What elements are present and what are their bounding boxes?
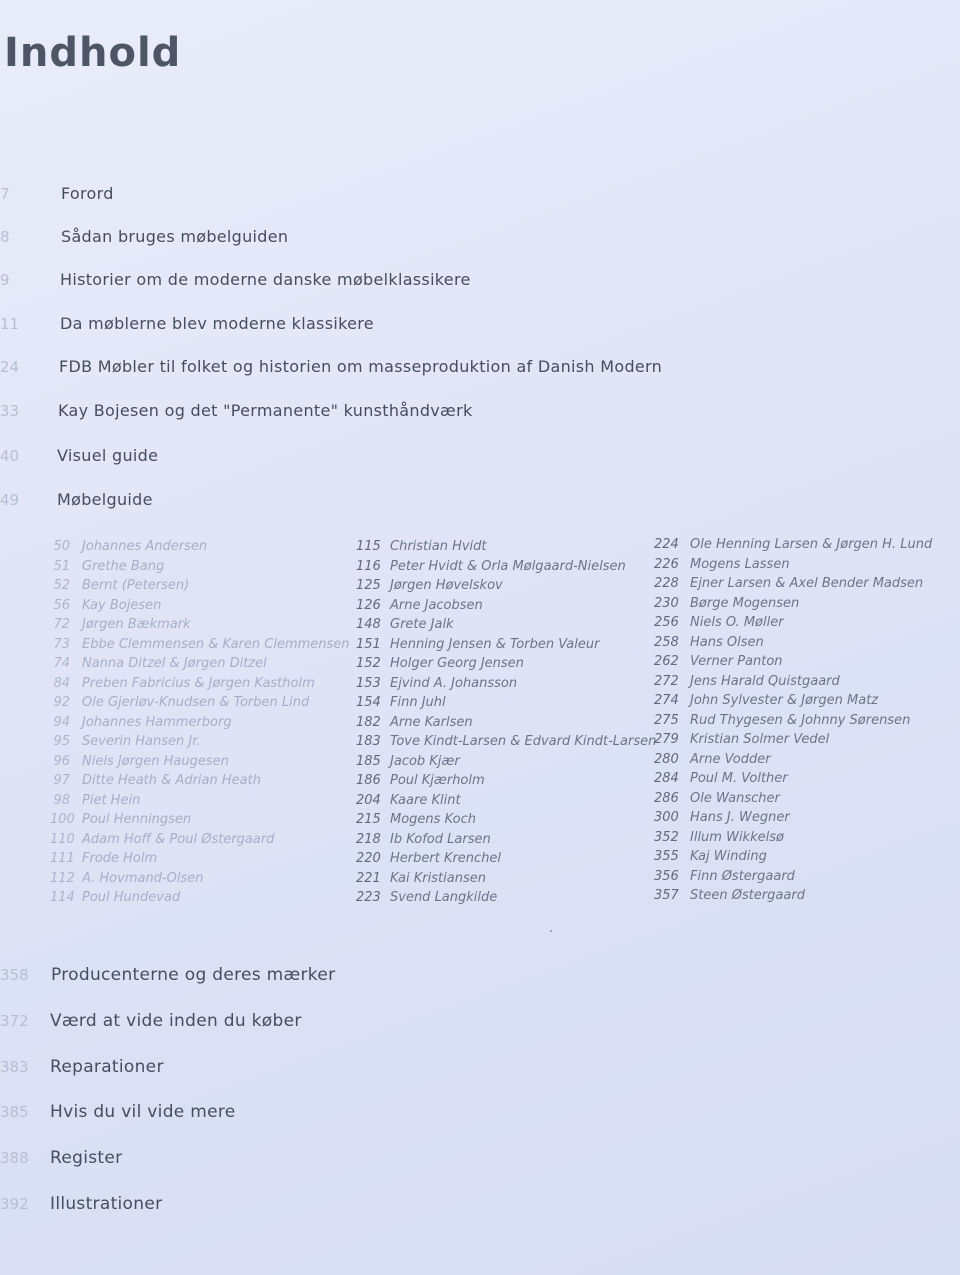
guide-name: Mogens Lassen: [690, 556, 790, 572]
toc-label: Reparationer: [50, 1057, 164, 1077]
guide-entry[interactable]: [356, 615, 656, 635]
guide-page-number: 262: [654, 654, 679, 669]
guide-name: Poul Henningsen: [82, 812, 192, 827]
guide-entry[interactable]: [50, 869, 350, 889]
guide-page-number: 74: [53, 656, 70, 671]
guide-entry[interactable]: [356, 576, 656, 596]
guide-name: Ole Gjerløv-Knudsen & Torben Lind: [82, 695, 310, 710]
toc-label: Møbelguide: [57, 490, 153, 509]
guide-entry[interactable]: [654, 613, 932, 633]
guide-entry[interactable]: [356, 557, 656, 577]
guide-page-number: 226: [654, 556, 679, 572]
toc-label: Kay Bojesen og det "Permanente" kunsthåndværk: [58, 401, 473, 420]
toc-entry[interactable]: [0, 1191, 900, 1217]
toc-entry[interactable]: [0, 1099, 900, 1125]
toc-page-number: 49: [0, 491, 20, 509]
guide-page-number: 284: [654, 771, 679, 786]
guide-entry[interactable]: [654, 789, 932, 809]
guide-name: Tove Kindt-Larsen & Edvard Kindt-Larsen: [390, 734, 657, 749]
guide-page-number: 110: [50, 831, 75, 847]
guide-page-number: 97: [53, 773, 70, 788]
guide-entry[interactable]: [50, 713, 350, 733]
guide-entry[interactable]: [356, 693, 656, 713]
guide-entry[interactable]: [356, 810, 656, 830]
toc-page-number: 7: [0, 185, 10, 203]
guide-name: Johannes Hammerborg: [82, 714, 232, 730]
guide-page-number: 112: [50, 870, 75, 886]
guide-name: Kaare Klint: [390, 792, 461, 808]
guide-entry[interactable]: [356, 596, 656, 616]
guide-entry[interactable]: [50, 674, 350, 694]
toc-label: Hvis du vil vide mere: [50, 1102, 236, 1122]
toc-entry[interactable]: [0, 224, 900, 250]
guide-page-number: 279: [654, 732, 679, 747]
guide-page-number: 275: [654, 712, 679, 728]
guide-page-number: 186: [356, 773, 381, 788]
toc-label: Forord: [61, 184, 114, 203]
guide-page-number: 221: [356, 870, 381, 886]
guide-page-number: 272: [654, 673, 679, 689]
guide-page-number: 153: [356, 675, 381, 691]
guide-name: Niels O. Møller: [690, 615, 784, 630]
guide-page-number: 73: [53, 636, 70, 652]
guide-name: Kai Kristiansen: [390, 870, 486, 886]
guide-entry[interactable]: [654, 594, 932, 614]
guide-entry[interactable]: [356, 869, 656, 889]
guide-name: Adam Hoff & Poul Østergaard: [82, 831, 275, 847]
guide-entry[interactable]: [50, 635, 350, 655]
guide-name: Jens Harald Quistgaard: [690, 673, 840, 689]
guide-page-number: 280: [654, 751, 679, 767]
guide-entry[interactable]: [654, 847, 932, 867]
guide-entry[interactable]: [356, 888, 656, 908]
guide-entry[interactable]: [356, 771, 656, 791]
guide-page-number: 183: [356, 734, 381, 749]
guide-name: Hans Olsen: [690, 634, 764, 650]
guide-page-number: 152: [356, 656, 381, 671]
guide-entry[interactable]: [654, 769, 932, 789]
guide-page-number: 215: [356, 812, 381, 827]
guide-page-number: 92: [53, 695, 70, 710]
guide-name: A. Hovmand-Olsen: [82, 870, 204, 886]
guide-name: Frode Holm: [82, 851, 158, 866]
guide-name: Henning Jensen & Torben Valeur: [390, 636, 600, 652]
guide-name: Arne Vodder: [690, 751, 771, 767]
guide-name: Bernt (Petersen): [82, 578, 190, 593]
guide-entry[interactable]: [356, 849, 656, 869]
guide-entry[interactable]: [356, 732, 656, 752]
divider-dot: [550, 930, 552, 932]
guide-entry[interactable]: [654, 574, 932, 594]
guide-name: Ole Wanscher: [690, 790, 780, 806]
guide-page-number: 204: [356, 792, 381, 808]
guide-name: Grethe Bang: [82, 558, 165, 574]
toc-page-number: 11: [0, 315, 20, 333]
toc-label: Værd at vide inden du køber: [50, 1011, 302, 1031]
guide-name: Steen Østergaard: [690, 888, 805, 903]
guide-entry[interactable]: [654, 691, 932, 711]
guide-entry[interactable]: [50, 810, 350, 830]
toc-entry[interactable]: [0, 1145, 900, 1171]
toc-page-number: 392: [0, 1195, 29, 1213]
guide-name: Kristian Solmer Vedel: [690, 732, 830, 747]
guide-name: Christian Hvidt: [390, 539, 487, 554]
guide-name: Niels Jørgen Haugesen: [82, 753, 229, 769]
toc-page-number: 385: [0, 1103, 29, 1121]
toc-page-number: 372: [0, 1012, 29, 1030]
guide-name: Jacob Kjær: [390, 753, 460, 769]
toc-label: Historier om de moderne danske møbelklassikere: [60, 270, 471, 289]
guide-entry[interactable]: [50, 752, 350, 772]
guide-name: Svend Langkilde: [390, 890, 498, 905]
guide-page-number: 185: [356, 753, 381, 769]
guide-name: Mogens Koch: [390, 812, 476, 827]
page-title: Indhold: [4, 30, 182, 76]
guide-page-number: 154: [356, 695, 381, 710]
guide-name: Ib Kofod Larsen: [390, 831, 491, 847]
guide-entry[interactable]: [50, 537, 350, 557]
guide-entry[interactable]: [654, 555, 932, 575]
guide-entry[interactable]: [654, 828, 932, 848]
guide-name: Piet Hein: [82, 792, 141, 808]
toc-page-number: 24: [0, 358, 20, 376]
guide-entry[interactable]: [356, 635, 656, 655]
guide-name: Arne Karlsen: [390, 714, 473, 730]
toc-page-number: 383: [0, 1058, 29, 1076]
guide-entry[interactable]: [356, 674, 656, 694]
toc-entry[interactable]: [0, 267, 900, 293]
guide-name: Nanna Ditzel & Jørgen Ditzel: [82, 656, 267, 671]
guide-name: Ole Henning Larsen & Jørgen H. Lund: [690, 537, 933, 552]
toc-entry[interactable]: [0, 1054, 900, 1080]
guide-name: Illum Wikkelsø: [690, 829, 784, 845]
guide-name: Holger Georg Jensen: [390, 656, 524, 671]
guide-page-number: 357: [654, 888, 679, 903]
guide-entry[interactable]: [356, 654, 656, 674]
guide-entry[interactable]: [50, 557, 350, 577]
guide-name: Severin Hansen Jr.: [82, 734, 201, 749]
guide-entry[interactable]: [654, 730, 932, 750]
guide-name: Preben Fabricius & Jørgen Kastholm: [82, 675, 315, 691]
guide-entry[interactable]: [654, 867, 932, 887]
toc-entry[interactable]: [0, 1008, 900, 1034]
guide-entry[interactable]: [654, 886, 932, 906]
toc-page-number: 9: [0, 271, 10, 289]
guide-page-number: 356: [654, 868, 679, 884]
guide-entry[interactable]: [50, 771, 350, 791]
guide-page-number: 51: [53, 558, 70, 574]
guide-name: Peter Hvidt & Orla Mølgaard-Nielsen: [390, 558, 626, 574]
toc-page-number: 388: [0, 1149, 29, 1167]
guide-column-1: [50, 537, 350, 908]
guide-name: Hans J. Wegner: [690, 810, 790, 825]
guide-page-number: 182: [356, 714, 381, 730]
guide-name: Poul Kjærholm: [390, 773, 485, 788]
toc-entry[interactable]: [0, 181, 900, 207]
guide-name: Grete Jalk: [390, 617, 454, 632]
guide-page-number: 274: [654, 693, 679, 708]
toc-page-number: 40: [0, 447, 20, 465]
guide-page-number: 224: [654, 537, 679, 552]
guide-column-3: [654, 535, 932, 906]
guide-entry[interactable]: [50, 596, 350, 616]
guide-page-number: 126: [356, 597, 381, 613]
toc-label: FDB Møbler til folket og historien om masseproduktion af Danish Modern: [59, 357, 663, 376]
guide-name: Kay Bojesen: [82, 597, 162, 613]
guide-page-number: 220: [356, 851, 381, 866]
toc-entry[interactable]: [0, 311, 900, 337]
toc-label: Da møblerne blev moderne klassikere: [60, 314, 374, 333]
guide-page-number: 98: [53, 792, 70, 808]
guide-page-number: 111: [50, 851, 75, 866]
guide-page-number: 148: [356, 617, 381, 632]
guide-page-number: 50: [53, 539, 70, 554]
guide-entry[interactable]: [654, 808, 932, 828]
toc-entry[interactable]: [0, 443, 900, 469]
toc-label: Register: [50, 1148, 123, 1168]
guide-entry[interactable]: [654, 535, 932, 555]
guide-entry[interactable]: [654, 711, 932, 731]
guide-page-number: 286: [654, 790, 679, 806]
guide-name: Børge Mogensen: [690, 595, 800, 611]
guide-page-number: 151: [356, 636, 381, 652]
guide-entry[interactable]: [50, 693, 350, 713]
toc-page-number: 33: [0, 402, 20, 420]
toc-label: Producenterne og deres mærker: [51, 965, 336, 985]
guide-entry[interactable]: [356, 830, 656, 850]
guide-entry[interactable]: [654, 672, 932, 692]
toc-label: Illustrationer: [50, 1194, 163, 1214]
guide-name: Poul Hundevad: [82, 890, 181, 905]
guide-name: Herbert Krenchel: [390, 851, 502, 866]
guide-entry[interactable]: [654, 652, 932, 672]
guide-name: Jørgen Bækmark: [82, 617, 191, 632]
guide-name: Ditte Heath & Adrian Heath: [82, 773, 261, 788]
toc-label: Visuel guide: [57, 446, 159, 465]
guide-page-number: 355: [654, 849, 679, 864]
guide-entry[interactable]: [356, 537, 656, 557]
guide-page-number: 100: [50, 812, 75, 827]
guide-page-number: 125: [356, 578, 381, 593]
guide-name: John Sylvester & Jørgen Matz: [690, 693, 879, 708]
guide-page-number: 256: [654, 615, 679, 630]
guide-page-number: 72: [53, 617, 70, 632]
guide-entry[interactable]: [654, 633, 932, 653]
guide-name: Finn Østergaard: [690, 868, 795, 884]
guide-page-number: 223: [356, 890, 381, 905]
guide-column-2: [356, 537, 656, 908]
guide-name: Poul M. Volther: [690, 771, 788, 786]
guide-page-number: 114: [50, 890, 75, 905]
guide-page-number: 52: [53, 578, 70, 593]
guide-name: Verner Panton: [690, 654, 783, 669]
guide-entry[interactable]: [50, 654, 350, 674]
guide-page-number: 228: [654, 576, 679, 591]
toc-page-number: 8: [0, 228, 10, 246]
guide-entry[interactable]: [356, 752, 656, 772]
guide-name: Finn Juhl: [390, 695, 446, 710]
guide-page-number: 300: [654, 810, 679, 825]
guide-page-number: 95: [53, 734, 70, 749]
guide-page-number: 218: [356, 831, 381, 847]
guide-page-number: 115: [356, 539, 381, 554]
toc-entry[interactable]: [0, 354, 900, 380]
guide-name: Kaj Winding: [690, 849, 767, 864]
guide-name: Jørgen Høvelskov: [390, 578, 503, 593]
guide-page-number: 96: [53, 753, 70, 769]
guide-page-number: 56: [53, 597, 70, 613]
guide-name: Ejner Larsen & Axel Bender Madsen: [690, 576, 924, 591]
guide-name: Ebbe Clemmensen & Karen Clemmensen: [82, 636, 350, 652]
guide-name: Ejvind A. Johansson: [390, 675, 518, 691]
guide-page-number: 230: [654, 595, 679, 611]
guide-name: Rud Thygesen & Johnny Sørensen: [690, 712, 911, 728]
guide-entry[interactable]: [50, 576, 350, 596]
furniture-guide-index: [0, 537, 960, 917]
guide-entry[interactable]: [50, 849, 350, 869]
toc-label: Sådan bruges møbelguiden: [61, 227, 289, 246]
guide-entry[interactable]: [50, 732, 350, 752]
guide-entry[interactable]: [50, 791, 350, 811]
toc-entry[interactable]: [0, 398, 900, 424]
guide-entry[interactable]: [654, 750, 932, 770]
guide-name: Arne Jacobsen: [390, 597, 483, 613]
guide-page-number: 258: [654, 634, 679, 650]
toc-page-number: 358: [0, 966, 29, 984]
guide-name: Johannes Andersen: [82, 539, 208, 554]
guide-entry[interactable]: [50, 888, 350, 908]
guide-page-number: 84: [53, 675, 70, 691]
guide-page-number: 116: [356, 558, 381, 574]
guide-page-number: 94: [53, 714, 70, 730]
guide-entry[interactable]: [356, 713, 656, 733]
toc-entry[interactable]: [0, 962, 900, 988]
toc-entry[interactable]: [0, 487, 900, 513]
guide-entry[interactable]: [356, 791, 656, 811]
guide-entry[interactable]: [50, 830, 350, 850]
guide-page-number: 352: [654, 829, 679, 845]
guide-entry[interactable]: [50, 615, 350, 635]
